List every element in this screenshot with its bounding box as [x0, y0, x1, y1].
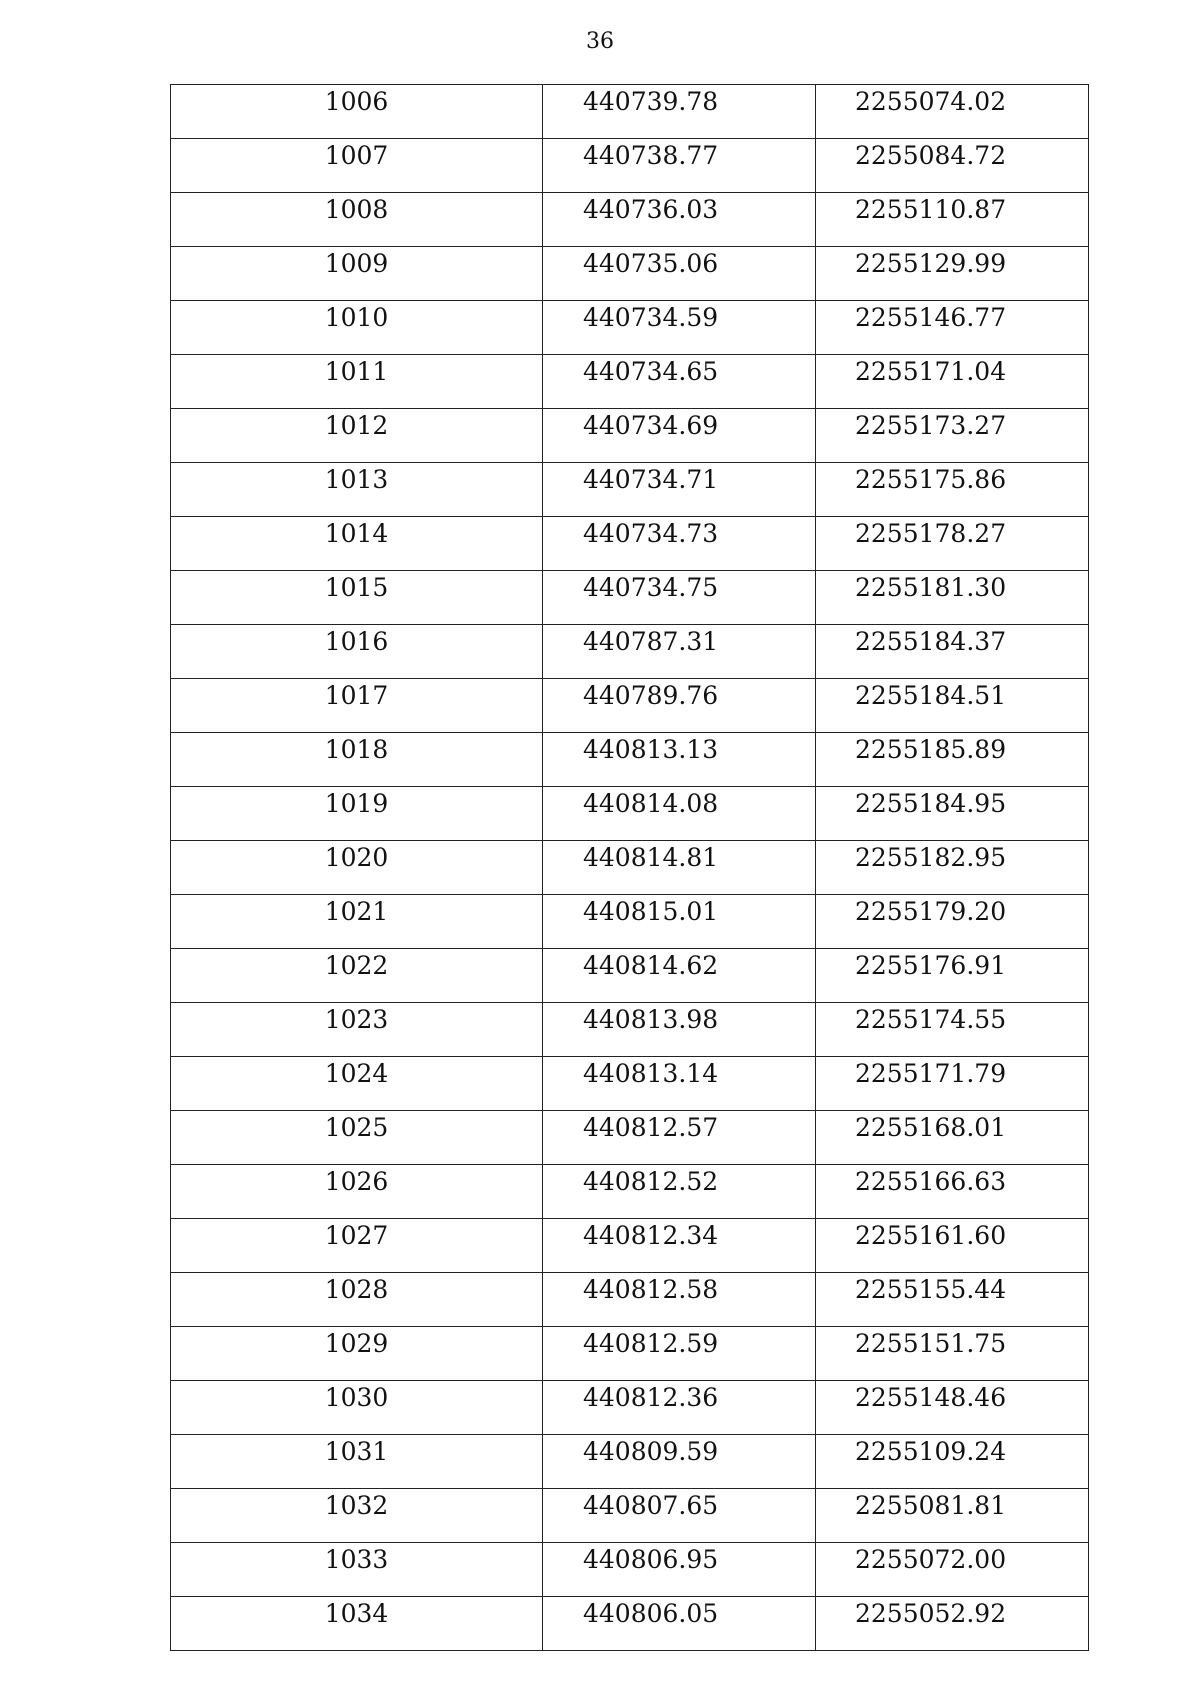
- cell-text: 440814.08: [583, 789, 719, 818]
- point-number-cell: [171, 733, 543, 787]
- table-row: [171, 1597, 1089, 1651]
- x-coordinate-cell: [543, 625, 816, 679]
- cell-text: 440734.59: [583, 303, 719, 332]
- y-coordinate-cell: [816, 247, 1089, 301]
- point-number-cell: [171, 139, 543, 193]
- y-coordinate-cell: [816, 301, 1089, 355]
- cell-text: 440735.06: [583, 249, 719, 278]
- table-row: [171, 949, 1089, 1003]
- x-coordinate-cell: [543, 1111, 816, 1165]
- cell-text: 2255052.92: [855, 1599, 1007, 1628]
- coordinates-table-body: [171, 85, 1089, 1651]
- cell-text: 440815.01: [583, 897, 719, 926]
- x-coordinate-cell: [543, 571, 816, 625]
- point-number-cell: [171, 355, 543, 409]
- y-coordinate-cell: [816, 517, 1089, 571]
- x-coordinate-cell: [543, 949, 816, 1003]
- table-row: [171, 1489, 1089, 1543]
- y-coordinate-cell: [816, 1381, 1089, 1435]
- cell-text: 440789.76: [583, 681, 719, 710]
- x-coordinate-cell: [543, 409, 816, 463]
- point-number-cell: [171, 949, 543, 1003]
- cell-text: 440812.57: [583, 1113, 719, 1142]
- x-coordinate-cell: [543, 139, 816, 193]
- y-coordinate-cell: [816, 1111, 1089, 1165]
- cell-text: 2255179.20: [855, 897, 1007, 926]
- cell-text: 1030: [324, 1383, 389, 1412]
- table-row: [171, 1543, 1089, 1597]
- x-coordinate-cell: [543, 1165, 816, 1219]
- point-number-cell: [171, 409, 543, 463]
- y-coordinate-cell: [816, 1543, 1089, 1597]
- point-number-cell: [171, 841, 543, 895]
- point-number-cell: [171, 85, 543, 139]
- y-coordinate-cell: [816, 949, 1089, 1003]
- x-coordinate-cell: [543, 1543, 816, 1597]
- y-coordinate-cell: [816, 1435, 1089, 1489]
- cell-text: 440739.78: [583, 87, 719, 116]
- x-coordinate-cell: [543, 1489, 816, 1543]
- cell-text: 2255184.51: [855, 681, 1007, 710]
- point-number-cell: [171, 247, 543, 301]
- cell-text: 440813.14: [583, 1059, 719, 1088]
- x-coordinate-cell: [543, 1381, 816, 1435]
- y-coordinate-cell: [816, 1273, 1089, 1327]
- cell-text: 2255173.27: [855, 411, 1007, 440]
- cell-text: 2255184.95: [855, 789, 1007, 818]
- cell-text: 2255178.27: [855, 519, 1007, 548]
- table-row: [171, 193, 1089, 247]
- cell-text: 1031: [324, 1437, 389, 1466]
- x-coordinate-cell: [543, 1435, 816, 1489]
- x-coordinate-cell: [543, 355, 816, 409]
- cell-text: 2255074.02: [855, 87, 1007, 116]
- table-row: [171, 1003, 1089, 1057]
- cell-text: 440812.36: [583, 1383, 719, 1412]
- cell-text: 1019: [324, 789, 389, 818]
- cell-text: 1021: [324, 897, 389, 926]
- point-number-cell: [171, 1057, 543, 1111]
- point-number-cell: [171, 1219, 543, 1273]
- cell-text: 1015: [324, 573, 389, 602]
- point-number-cell: [171, 1543, 543, 1597]
- cell-text: 440734.73: [583, 519, 719, 548]
- x-coordinate-cell: [543, 787, 816, 841]
- table-row: [171, 355, 1089, 409]
- cell-text: 1016: [324, 627, 389, 656]
- cell-text: 1027: [324, 1221, 389, 1250]
- table-row: [171, 1111, 1089, 1165]
- point-number-cell: [171, 625, 543, 679]
- table-row: [171, 139, 1089, 193]
- cell-text: 1022: [324, 951, 389, 980]
- cell-text: 1007: [324, 141, 389, 170]
- cell-text: 1008: [324, 195, 389, 224]
- y-coordinate-cell: [816, 1003, 1089, 1057]
- cell-text: 2255182.95: [855, 843, 1007, 872]
- y-coordinate-cell: [816, 571, 1089, 625]
- y-coordinate-cell: [816, 409, 1089, 463]
- cell-text: 440787.31: [583, 627, 719, 656]
- point-number-cell: [171, 571, 543, 625]
- cell-text: 2255176.91: [855, 951, 1007, 980]
- cell-text: 2255110.87: [855, 195, 1007, 224]
- cell-text: 1025: [324, 1113, 389, 1142]
- cell-text: 440812.59: [583, 1329, 719, 1358]
- point-number-cell: [171, 517, 543, 571]
- table-row: [171, 301, 1089, 355]
- point-number-cell: [171, 301, 543, 355]
- point-number-cell: [171, 1003, 543, 1057]
- table-row: [171, 571, 1089, 625]
- cell-text: 2255151.75: [855, 1329, 1007, 1358]
- x-coordinate-cell: [543, 193, 816, 247]
- y-coordinate-cell: [816, 355, 1089, 409]
- y-coordinate-cell: [816, 1165, 1089, 1219]
- coordinates-table: [170, 84, 1089, 1651]
- table-row: [171, 1165, 1089, 1219]
- cell-text: 2255171.79: [855, 1059, 1007, 1088]
- y-coordinate-cell: [816, 1327, 1089, 1381]
- cell-text: 2255161.60: [855, 1221, 1007, 1250]
- cell-text: 2255185.89: [855, 735, 1007, 764]
- cell-text: 2255184.37: [855, 627, 1007, 656]
- point-number-cell: [171, 463, 543, 517]
- page-number: 36: [586, 29, 614, 54]
- cell-text: 2255072.00: [855, 1545, 1007, 1574]
- cell-text: 440806.95: [583, 1545, 719, 1574]
- point-number-cell: [171, 787, 543, 841]
- table-row: [171, 85, 1089, 139]
- cell-text: 440814.81: [583, 843, 719, 872]
- cell-text: 2255081.81: [855, 1491, 1007, 1520]
- cell-text: 440812.34: [583, 1221, 719, 1250]
- cell-text: 440738.77: [583, 141, 719, 170]
- cell-text: 2255129.99: [855, 249, 1007, 278]
- x-coordinate-cell: [543, 463, 816, 517]
- cell-text: 440809.59: [583, 1437, 719, 1466]
- y-coordinate-cell: [816, 139, 1089, 193]
- cell-text: 1024: [324, 1059, 389, 1088]
- table-row: [171, 841, 1089, 895]
- y-coordinate-cell: [816, 841, 1089, 895]
- cell-text: 440807.65: [583, 1491, 719, 1520]
- cell-text: 2255166.63: [855, 1167, 1007, 1196]
- cell-text: 2255146.77: [855, 303, 1007, 332]
- table-row: [171, 247, 1089, 301]
- cell-text: 440734.71: [583, 465, 719, 494]
- y-coordinate-cell: [816, 193, 1089, 247]
- x-coordinate-cell: [543, 1057, 816, 1111]
- cell-text: 1013: [324, 465, 389, 494]
- y-coordinate-cell: [816, 787, 1089, 841]
- point-number-cell: [171, 1327, 543, 1381]
- cell-text: 2255168.01: [855, 1113, 1007, 1142]
- cell-text: 1012: [324, 411, 389, 440]
- cell-text: 1028: [324, 1275, 389, 1304]
- cell-text: 1023: [324, 1005, 389, 1034]
- table-row: [171, 517, 1089, 571]
- y-coordinate-cell: [816, 85, 1089, 139]
- x-coordinate-cell: [543, 85, 816, 139]
- point-number-cell: [171, 1111, 543, 1165]
- cell-text: 1010: [324, 303, 389, 332]
- point-number-cell: [171, 1381, 543, 1435]
- y-coordinate-cell: [816, 625, 1089, 679]
- cell-text: 440806.05: [583, 1599, 719, 1628]
- cell-text: 1009: [324, 249, 389, 278]
- point-number-cell: [171, 1273, 543, 1327]
- table-row: [171, 733, 1089, 787]
- table-row: [171, 1435, 1089, 1489]
- y-coordinate-cell: [816, 463, 1089, 517]
- x-coordinate-cell: [543, 247, 816, 301]
- y-coordinate-cell: [816, 1057, 1089, 1111]
- x-coordinate-cell: [543, 1219, 816, 1273]
- x-coordinate-cell: [543, 301, 816, 355]
- x-coordinate-cell: [543, 1003, 816, 1057]
- x-coordinate-cell: [543, 895, 816, 949]
- x-coordinate-cell: [543, 1273, 816, 1327]
- cell-text: 1034: [324, 1599, 389, 1628]
- point-number-cell: [171, 895, 543, 949]
- y-coordinate-cell: [816, 733, 1089, 787]
- x-coordinate-cell: [543, 1327, 816, 1381]
- cell-text: 2255171.04: [855, 357, 1007, 386]
- point-number-cell: [171, 679, 543, 733]
- cell-text: 2255155.44: [855, 1275, 1007, 1304]
- cell-text: 2255109.24: [855, 1437, 1007, 1466]
- x-coordinate-cell: [543, 1597, 816, 1651]
- table-row: [171, 787, 1089, 841]
- cell-text: 2255084.72: [855, 141, 1007, 170]
- cell-text: 1018: [324, 735, 389, 764]
- point-number-cell: [171, 1597, 543, 1651]
- cell-text: 440812.58: [583, 1275, 719, 1304]
- x-coordinate-cell: [543, 679, 816, 733]
- point-number-cell: [171, 193, 543, 247]
- cell-text: 1017: [324, 681, 389, 710]
- table-row: [171, 1327, 1089, 1381]
- cell-text: 1006: [324, 87, 389, 116]
- table-row: [171, 625, 1089, 679]
- cell-text: 440734.65: [583, 357, 719, 386]
- x-coordinate-cell: [543, 841, 816, 895]
- cell-text: 1011: [324, 357, 389, 386]
- cell-text: 2255174.55: [855, 1005, 1007, 1034]
- cell-text: 2255148.46: [855, 1383, 1007, 1412]
- cell-text: 440734.75: [583, 573, 719, 602]
- table-row: [171, 679, 1089, 733]
- x-coordinate-cell: [543, 517, 816, 571]
- cell-text: 440734.69: [583, 411, 719, 440]
- cell-text: 2255175.86: [855, 465, 1007, 494]
- cell-text: 440814.62: [583, 951, 719, 980]
- table-row: [171, 409, 1089, 463]
- cell-text: 440813.98: [583, 1005, 719, 1034]
- table-row: [171, 895, 1089, 949]
- y-coordinate-cell: [816, 1489, 1089, 1543]
- cell-text: 1029: [324, 1329, 389, 1358]
- cell-text: 2255181.30: [855, 573, 1007, 602]
- x-coordinate-cell: [543, 733, 816, 787]
- cell-text: 1014: [324, 519, 389, 548]
- y-coordinate-cell: [816, 1597, 1089, 1651]
- point-number-cell: [171, 1435, 543, 1489]
- table-row: [171, 463, 1089, 517]
- table-row: [171, 1057, 1089, 1111]
- table-row: [171, 1273, 1089, 1327]
- cell-text: 1026: [324, 1167, 389, 1196]
- cell-text: 440813.13: [583, 735, 719, 764]
- table-row: [171, 1219, 1089, 1273]
- cell-text: 1033: [324, 1545, 389, 1574]
- point-number-cell: [171, 1489, 543, 1543]
- y-coordinate-cell: [816, 1219, 1089, 1273]
- cell-text: 1032: [324, 1491, 389, 1520]
- y-coordinate-cell: [816, 895, 1089, 949]
- cell-text: 1020: [324, 843, 389, 872]
- cell-text: 440812.52: [583, 1167, 719, 1196]
- y-coordinate-cell: [816, 679, 1089, 733]
- table-row: [171, 1381, 1089, 1435]
- cell-text: 440736.03: [583, 195, 719, 224]
- point-number-cell: [171, 1165, 543, 1219]
